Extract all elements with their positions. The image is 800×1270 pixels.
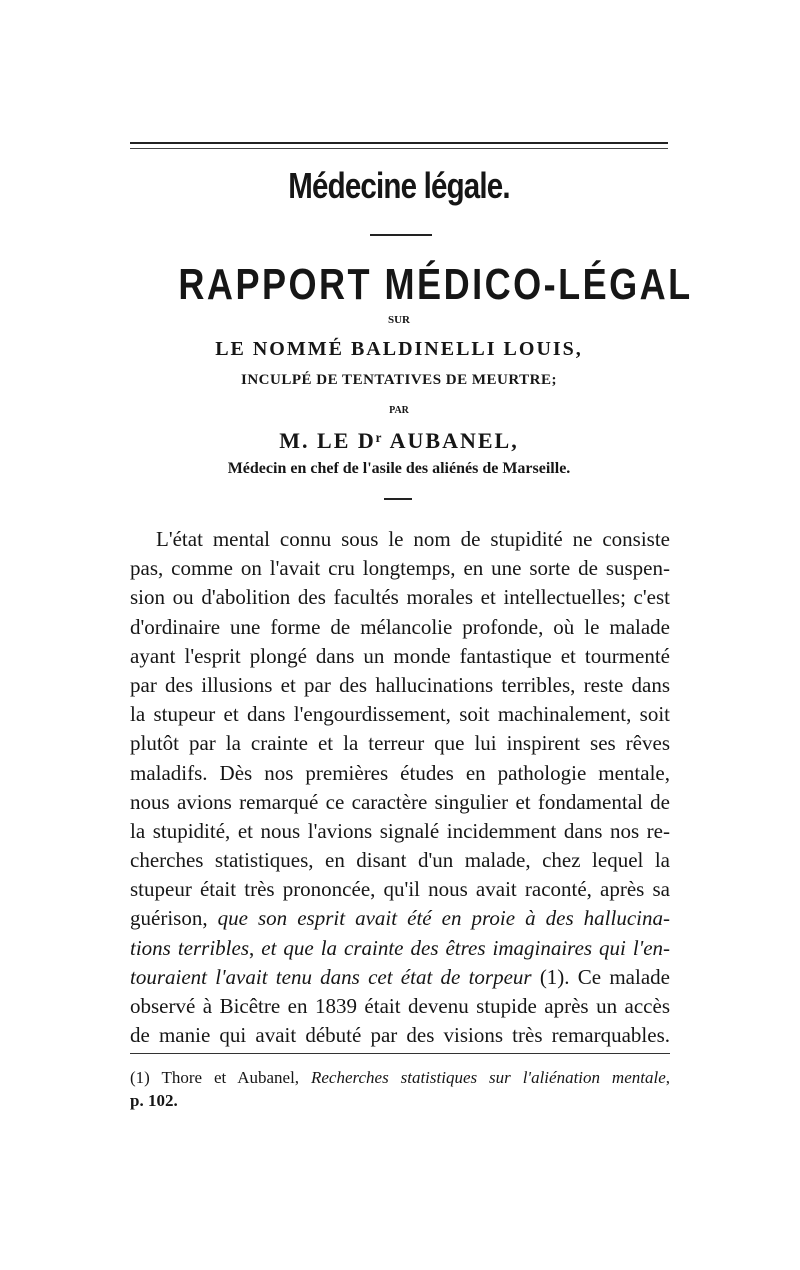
main-title: RAPPORT MÉDICO-LÉGAL <box>178 260 693 309</box>
body-text-run: , <box>249 935 262 960</box>
charge-line: INCULPÉ DE TENTATIVES DE MEURTRE; <box>240 372 558 388</box>
title-separator-rule <box>370 234 432 236</box>
footnote-punct: , <box>665 1068 670 1087</box>
author-affiliation: Médecin en chef de l'asile des aliénés de Marseille. <box>227 460 571 477</box>
body-line: pas, comme on l'avait cru longtemps, en une sorte de suspen- <box>130 556 670 581</box>
body-line: par des illusions et par des hallucinations terribles, reste dans <box>130 672 670 697</box>
body-line: de manie qui avait débuté par des visions très remarquables. <box>130 1023 670 1048</box>
body-line: plutôt par la crainte et la terreur que lui inspirent ses rêves <box>130 731 670 756</box>
subject-name: LE NOMMÉ BALDINELLI LOUIS, <box>215 338 583 360</box>
footnote-text: (1) Thore et Aubanel, <box>130 1068 311 1087</box>
footnote-page: p. 102. <box>130 1091 178 1110</box>
par-label: PAR <box>389 405 409 416</box>
body-line: la stupidité, et nous l'avions signalé incidemment dans nos re- <box>130 818 670 843</box>
body-line: sion ou d'abolition des facultés morales et intellectuelles; c'est <box>130 585 670 610</box>
body-text-run: (1). Ce malade <box>531 964 670 989</box>
body-line: d'ordinaire une forme de mélancolie profonde, où le malade <box>130 614 670 639</box>
section-title: Médecine légale. <box>288 165 510 206</box>
author-name: M. LE Dʳ AUBANEL, <box>279 428 519 453</box>
body-line-mixed <box>130 963 670 992</box>
body-line: nous avions remarqué ce caractère singulier et fondamental de <box>130 789 670 814</box>
body-line: stupeur était très prononcée, qu'il nous avait raconté, après sa <box>130 877 670 902</box>
sur-label: SUR <box>387 314 410 326</box>
footnote-line <box>130 1066 670 1089</box>
body-line-mixed <box>130 934 670 963</box>
body-separator-rule <box>384 498 412 500</box>
body-text-run: guérison, <box>130 906 218 931</box>
footnote-italic: Recherches statistiques sur l'aliénation mentale <box>310 1068 666 1087</box>
body-line: ayant l'esprit plongé dans un monde fantastique et tourmenté <box>130 643 670 668</box>
body-italic-run: tions terribles <box>130 935 249 960</box>
top-double-rule-lower <box>130 148 668 149</box>
body-line: cherches statistiques, en disant d'un malade, chez lequel la <box>130 848 670 873</box>
top-double-rule-upper <box>130 142 668 144</box>
body-line-mixed <box>130 904 670 933</box>
body-italic-run: que son esprit avait été en proie à des hallucina- <box>217 906 670 931</box>
body-text <box>130 525 670 1050</box>
footnote-rule <box>130 1053 670 1054</box>
body-line: L'état mental connu sous le nom de stupidité ne consiste <box>156 527 670 551</box>
footnote <box>130 1066 670 1112</box>
body-line: la stupeur et dans l'engourdissement, soit machinalement, soit <box>130 702 670 727</box>
body-italic-run: touraient l'avait tenu dans cet état de torpeur <box>130 964 532 989</box>
body-italic-run: et que la crainte des êtres imaginaires qui l'en- <box>261 935 671 960</box>
body-line: maladifs. Dès nos premières études en pathologie mentale, <box>130 760 670 785</box>
body-line: observé à Bicêtre en 1839 était devenu stupide après un accès <box>130 994 670 1018</box>
